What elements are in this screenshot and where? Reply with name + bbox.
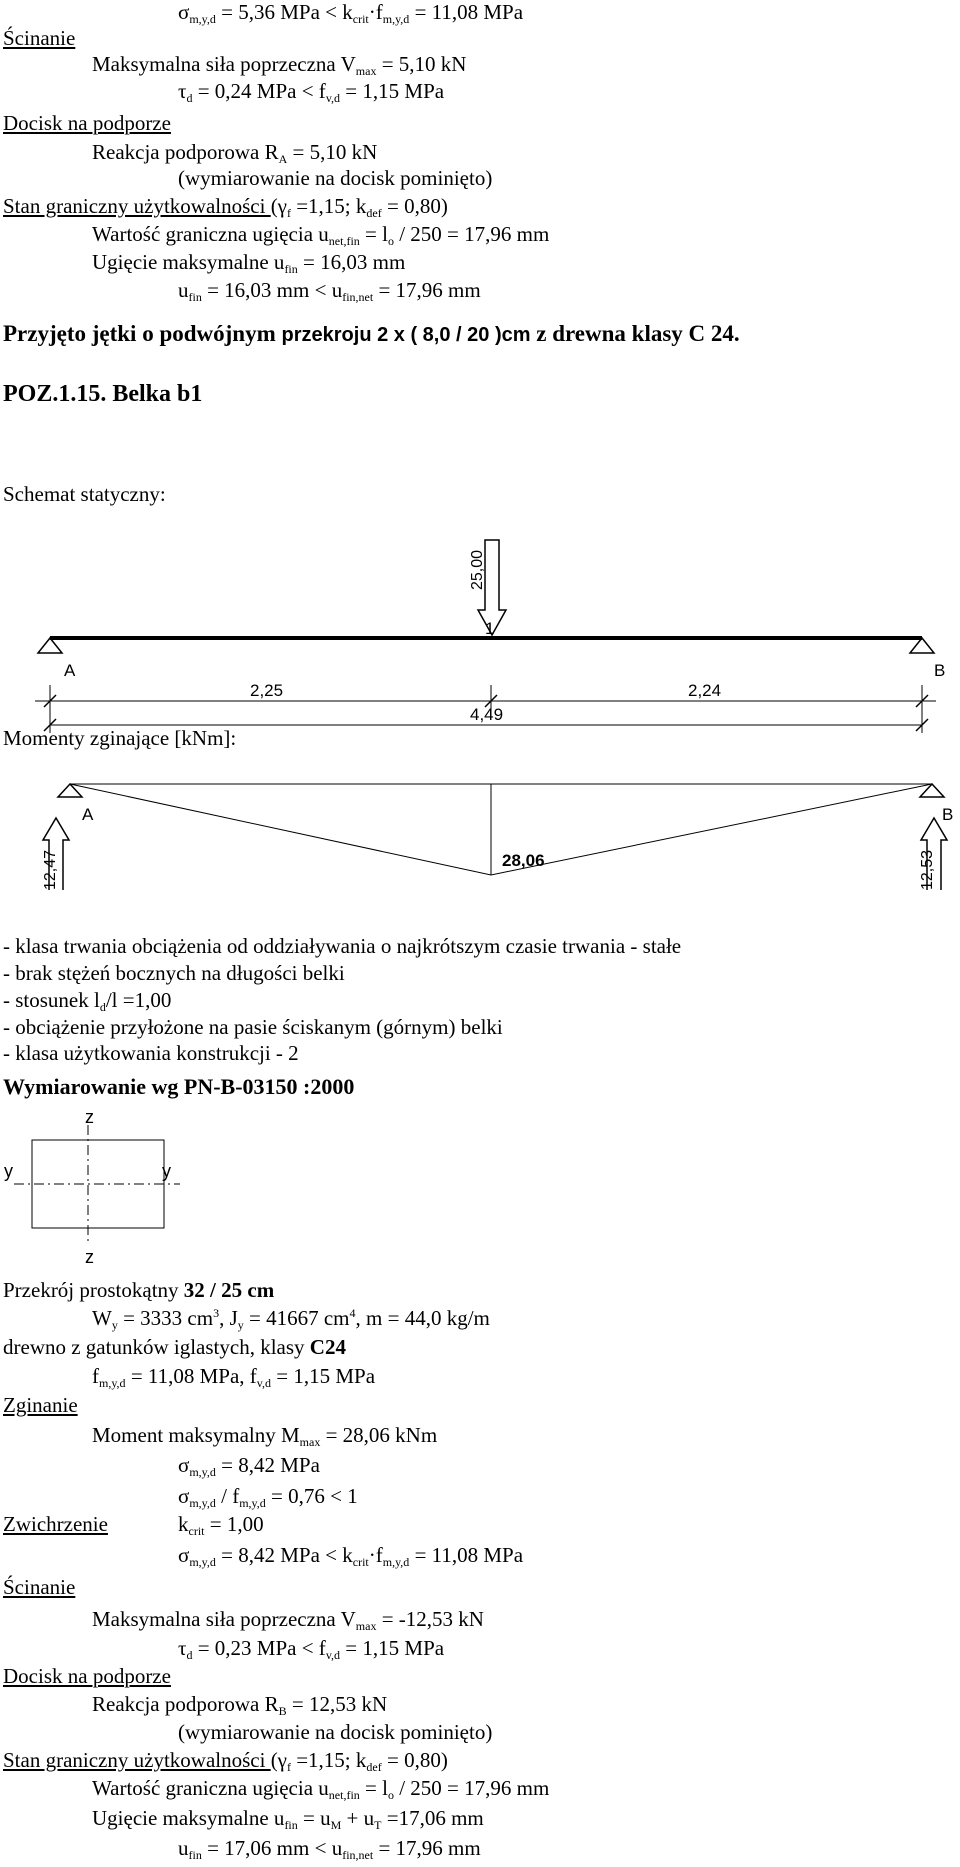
note-2: - brak stężeń bocznych na długości belki bbox=[3, 961, 345, 985]
sigma-check-line: $\sigma_{m,y,d} = 5,36$ MPa < $k_{crit}\cdot f_{m,y,d} = 11,08$ MPa bbox=[178, 0, 524, 26]
section-props-line: $W_y = 3333$ $cm^3$, $J_y = 41667$ $cm^4$, m = 44,0 kg/m bbox=[92, 1306, 490, 1332]
docisk-note: (wymiarowanie na docisk pominięto) bbox=[178, 166, 493, 190]
max-deflection-line-2: Ugięcie maksymalne $u_{fin} = u_M + u_T =17,06$ mm bbox=[92, 1806, 484, 1832]
max-moment-line: Moment maksymalny $M_{max} = 28,06$ kNm bbox=[92, 1423, 438, 1449]
axis-z-bottom: z bbox=[85, 1247, 94, 1265]
sgu-line-2: Stan graniczny użytkowalności ($\gamma_f =1,15$; $k_{def} = 0,80$) bbox=[3, 1748, 448, 1774]
max-shear-line-2: Maksymalna siła poprzeczna $V_{max} = -12,53$ kN bbox=[92, 1607, 484, 1633]
wymiarowanie-heading: Wymiarowanie wg PN-B-03150 :2000 bbox=[3, 1074, 355, 1099]
note-4: - obciążenie przyłożone na pasie ściskanym (górnym) belki bbox=[3, 1015, 503, 1039]
axis-z-top: z bbox=[85, 1107, 94, 1127]
moment-support-b-label: B bbox=[942, 805, 954, 824]
limit-deflection-line: Wartość graniczna ugięcia $u_{net,fin} = l_o / 250 = 17,96$ mm bbox=[92, 222, 550, 248]
tau-line: $\tau_d = 0,24$ MPa < $f_{v,d} = 1,15$ MPa bbox=[178, 79, 445, 105]
support-b-label: B bbox=[934, 661, 946, 680]
node-label: 1 bbox=[485, 619, 495, 638]
max-deflection-line: Ugięcie maksymalne $u_{fin} = 16,03$ mm bbox=[92, 250, 406, 276]
reaction-line-2: Reakcja podporowa $R_B = 12,53$ kN bbox=[92, 1692, 388, 1718]
reaction-right-value: 12,53 bbox=[919, 849, 936, 891]
limit-deflection-line-2: Wartość graniczna ugięcia $u_{net,fin} = l_o / 250 = 17,96$ mm bbox=[92, 1776, 550, 1802]
przekroj-line: Przekrój prostokątny 32 / 25 cm bbox=[3, 1278, 275, 1302]
sigma-line-1: $\sigma_{m,y,d} = 8,42$ MPa bbox=[178, 1453, 320, 1479]
note-5: - klasa użytkowania konstrukcji - 2 bbox=[3, 1041, 299, 1065]
sigma-check-line-2: $\sigma_{m,y,d} = 8,42$ MPa < $k_{crit}\cdot f_{m,y,d} = 11,08$ MPa bbox=[178, 1543, 524, 1569]
note-1: - klasa trwania obciążenia od oddziaływania o najkrótszym czasie trwania - stałe bbox=[3, 934, 682, 958]
max-shear-line: Maksymalna siła poprzeczna $V_{max} = 5,10$ kN bbox=[92, 52, 467, 78]
docisk-heading-2: Docisk na podporze bbox=[3, 1664, 171, 1688]
deflection-compare-line: $u_{fin} = 16,03$ mm < $u_{fin,net} = 17,96$ mm bbox=[178, 278, 481, 304]
tau-line-2: $\tau_d = 0,23$ MPa < $f_{v,d} = 1,15$ MPa bbox=[178, 1636, 445, 1662]
load-value: 25,00 bbox=[469, 549, 486, 591]
docisk-note-2: (wymiarowanie na docisk pominięto) bbox=[178, 1720, 493, 1744]
reaction-left-value: 12,47 bbox=[42, 849, 59, 891]
section-title: POZ.1.15. Belka b1 bbox=[3, 381, 203, 407]
strength-line: $f_{m,y,d} = 11,08$ MPa, $f_{v,d} = 1,15$ MPa bbox=[92, 1364, 376, 1390]
zginanie-heading: Zginanie bbox=[3, 1393, 78, 1417]
moment-support-a-label: A bbox=[82, 805, 94, 824]
support-a-label: A bbox=[64, 661, 76, 680]
dim-right: 2,24 bbox=[688, 681, 722, 700]
zwichrzenie-line: Zwichrzenie bbox=[3, 1512, 108, 1536]
axis-y-right: y bbox=[162, 1161, 171, 1181]
moment-diagram bbox=[0, 770, 960, 910]
cross-section-diagram bbox=[0, 1105, 220, 1265]
momenty-label: Momenty zginające [kNm]: bbox=[3, 726, 237, 750]
sigma-ratio-line: $\sigma_{m,y,d} / f_{m,y,d} = 0,76 < 1$ bbox=[178, 1484, 358, 1510]
dim-left: 2,25 bbox=[250, 681, 284, 700]
deflection-compare-line-2: $u_{fin} = 17,06$ mm < $u_{fin,net} = 17,96$ mm bbox=[178, 1836, 481, 1862]
kcrit-line: $k_{crit} = 1,00$ bbox=[178, 1512, 264, 1538]
dim-total: 4,49 bbox=[470, 705, 504, 724]
axis-y-left: y bbox=[4, 1161, 13, 1181]
wood-class-line: drewno z gatunków iglastych, klasy C24 bbox=[3, 1335, 346, 1359]
note-3: - stosunek $l_d/l =1,00$ bbox=[3, 988, 172, 1014]
schemat-label: Schemat statyczny: bbox=[3, 482, 166, 506]
docisk-heading: Docisk na podporze bbox=[3, 111, 171, 135]
support-a-symbol bbox=[38, 638, 62, 653]
scinanie-heading-2: Ścinanie bbox=[3, 1575, 76, 1599]
moment-max-label: 28,06 bbox=[502, 851, 545, 870]
sgu-line: Stan graniczny użytkowalności ($\gamma_f =1,15$; $k_{def} = 0,80$) bbox=[3, 194, 448, 220]
reaction-line: Reakcja podporowa $R_A = 5,10$ kN bbox=[92, 140, 378, 166]
scinanie-heading: Ścinanie bbox=[3, 26, 76, 50]
support-b-symbol bbox=[910, 638, 934, 653]
moment-shape bbox=[70, 784, 932, 875]
conclusion-line: Przyjęto jętki o podwójnym przekroju 2 x ( 8,0 / 20 )cm z drewna klasy C 24. bbox=[3, 321, 740, 346]
